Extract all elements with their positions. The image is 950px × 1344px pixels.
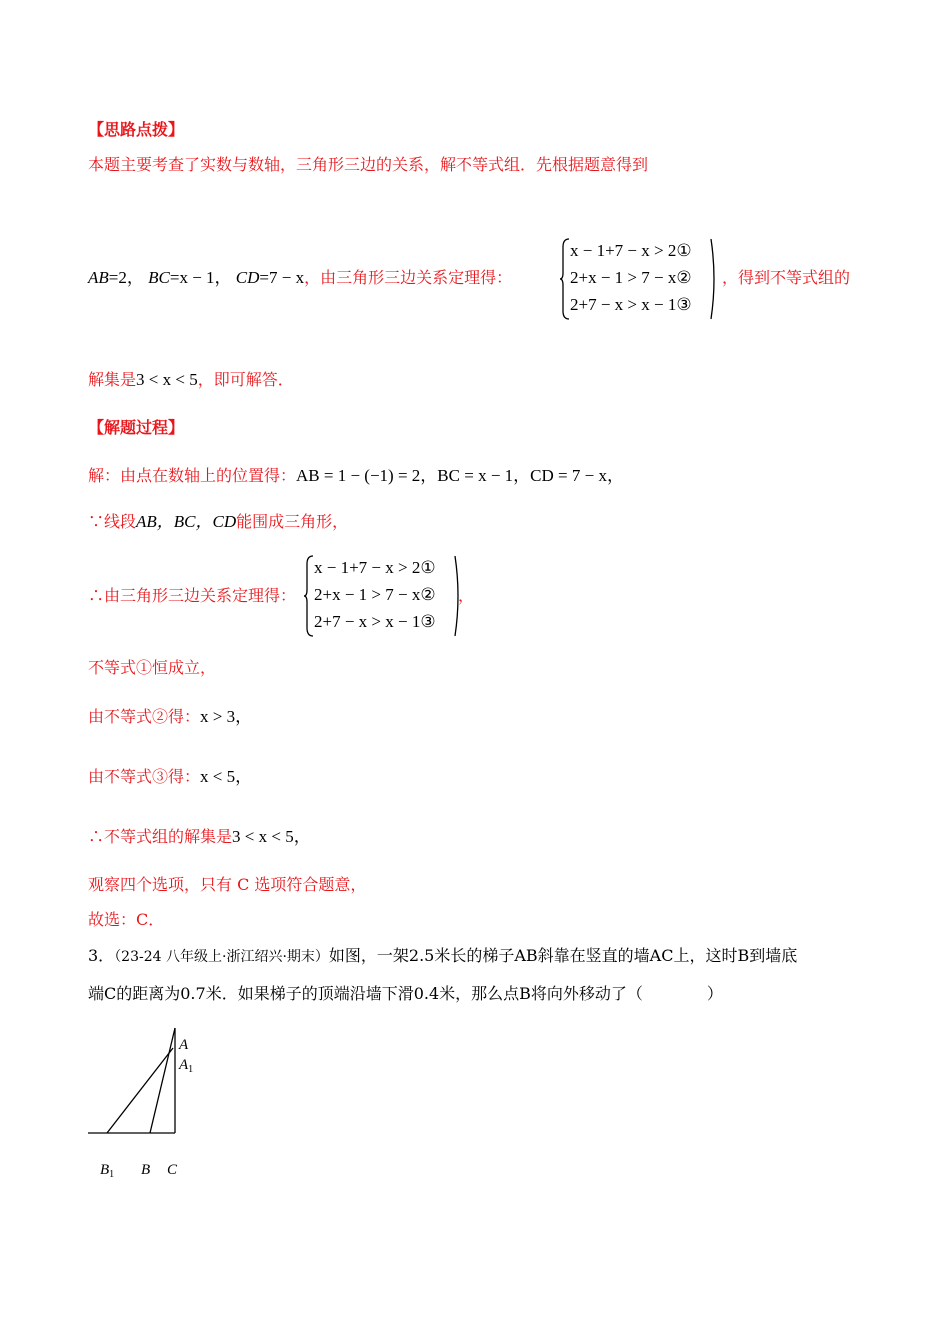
ladder-a1b1: [107, 1048, 173, 1133]
process-line-6-prefix: 由不等式③得：: [88, 767, 201, 786]
left-brace: [560, 237, 570, 321]
solution-suffix: ，即可解答．: [197, 370, 294, 389]
process-line-6: [88, 767, 252, 787]
process-line-7: [88, 827, 311, 847]
question-3-line-2: 端C的距离为0.7米．如果梯子的顶端沿墙下滑0.4米，那么点B将向外移动了（ ）: [88, 984, 723, 1003]
analysis-after-system: ，得到不等式组的: [722, 268, 851, 287]
process-inequality-system: [304, 554, 464, 638]
label-a1: [178, 1057, 193, 1075]
question-number: 3．: [88, 946, 115, 965]
process-heading: 【解题过程】: [88, 418, 185, 437]
process-line-2: [88, 512, 348, 532]
bc-label: BC: [148, 268, 170, 287]
process-line-1-prefix: 解：由点在数轴上的位置得：: [88, 466, 297, 485]
process-line-4: 不等式①恒成立，: [88, 658, 217, 677]
system-row-3: [314, 608, 436, 635]
ladder-figure: [80, 1022, 210, 1182]
system-row-1: [314, 554, 436, 581]
system-row-3: [570, 291, 692, 318]
process-line-5-math: x > 3，: [200, 707, 253, 726]
ab-value: =2，: [108, 268, 144, 287]
process-line-7-prefix: ∴不等式组的解集是: [88, 827, 233, 846]
system-row-3-mark: ③: [420, 612, 436, 632]
label-a: A: [179, 1037, 189, 1053]
label-b: B: [141, 1162, 151, 1178]
ab-label: AB: [88, 268, 109, 287]
cd-value: =7 − x: [259, 268, 305, 287]
analysis-solution: [88, 370, 294, 390]
process-line-5-prefix: 由不等式②得：: [88, 707, 201, 726]
label-b1-letter: B: [100, 1162, 110, 1178]
analysis-heading: 【思路点拨】: [88, 120, 185, 139]
bc-value: =x − 1，: [169, 268, 232, 287]
process-line-3-prefix: ∴由三角形三边关系定理得：: [88, 586, 297, 605]
analysis-inequality-system: [560, 237, 720, 321]
process-line-3-suffix: ，: [458, 586, 475, 605]
process-line-7-math: 3 < x < 5，: [232, 827, 311, 846]
process-line-1-math: AB = 1 − (−1) = 2，BC = x − 1，CD = 7 − x，: [296, 466, 624, 485]
system-row-1-expr: x − 1+7 − x > 2: [570, 241, 677, 260]
label-b1: [100, 1162, 114, 1180]
system-row-2-mark: ②: [676, 268, 692, 288]
label-b1-sub: 1: [109, 1169, 115, 1180]
process-line-5: [88, 707, 252, 727]
process-line-2-suffix: 能围成三角形，: [236, 512, 349, 531]
system-row-3-expr: 2+7 − x > x − 1: [314, 612, 421, 631]
system-row-1-expr: x − 1+7 − x > 2: [314, 558, 421, 577]
system-row-1-mark: ①: [676, 241, 692, 261]
process-line-2-math: AB，BC，CD: [136, 512, 237, 531]
system-row-1-mark: ①: [420, 558, 436, 578]
system-row-2-expr: 2+x − 1 > 7 − x: [314, 585, 421, 604]
process-line-8: 观察四个选项，只有 C 选项符合题意，: [88, 875, 367, 894]
left-brace: [304, 554, 314, 638]
right-paren: [710, 237, 718, 321]
system-row-2: [314, 581, 436, 608]
question-source: （23-24 八年级上·浙江绍兴·期末）: [114, 949, 329, 965]
label-a1-sub: 1: [188, 1064, 194, 1075]
system-row-2-mark: ②: [420, 585, 436, 605]
question-text-1: 如图，一架2.5米长的梯子AB斜靠在竖直的墙AC上，这时B到墙底: [328, 946, 798, 965]
system-row-1: [570, 237, 692, 264]
solution-prefix: 解集是: [88, 370, 137, 389]
system-row-3-mark: ③: [676, 295, 692, 315]
question-3-line-1: [88, 946, 797, 967]
analysis-lengths: [88, 268, 512, 288]
system-row-2: [570, 264, 692, 291]
solution-math: 3 < x < 5: [136, 370, 198, 389]
process-line-6-math: x < 5，: [200, 767, 253, 786]
analysis-intro: 本题主要考查了实数与数轴，三角形三边的关系，解不等式组．先根据题意得到: [88, 155, 649, 174]
process-line-9: 故选：C．: [88, 910, 165, 929]
ladder-ab: [150, 1028, 175, 1133]
process-line-1: [88, 466, 624, 486]
cd-label: CD: [235, 268, 260, 287]
process-line-2-prefix: ∵线段: [88, 512, 137, 531]
label-c: C: [167, 1162, 178, 1178]
label-a1-letter: A: [179, 1057, 189, 1073]
system-row-2-expr: 2+x − 1 > 7 − x: [570, 268, 677, 287]
analysis-rule-text: ，由三角形三边关系定理得：: [304, 268, 513, 287]
system-row-3-expr: 2+7 − x > x − 1: [570, 295, 677, 314]
